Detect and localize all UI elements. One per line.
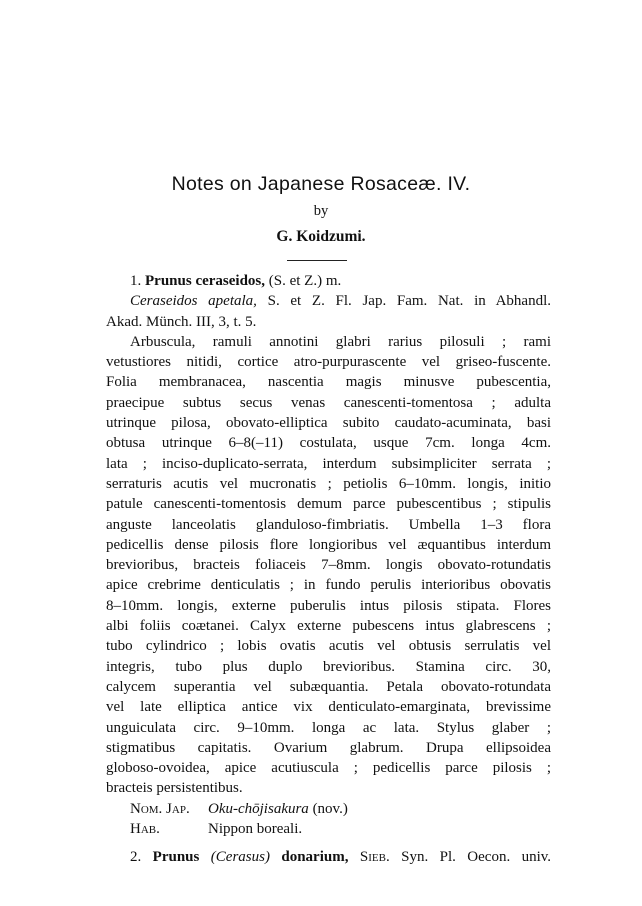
description-line: vel late elliptica antice vix denticulato-emarginata, brevissime (106, 699, 551, 716)
synonym-line (106, 291, 551, 311)
article-title: Notes on Japanese Rosaceæ. IV. (171, 173, 471, 195)
species-authority: (S. et Z.) m. (268, 273, 342, 289)
description-line: globoso-ovoidea, apice acutiuscula ; pedicellis parce pilosis ; (106, 760, 551, 777)
synonym-name: Ceraseidos apetala, (130, 293, 257, 310)
description-line: praecipue subtus secus venas canescenti-tomentosa ; adulta (106, 394, 551, 411)
species-genus: Prunus (152, 849, 200, 866)
description-line: unguiculata circ. 9–10mm. longa ac lata. Stylus glaber ; (106, 719, 551, 736)
article-body (106, 271, 551, 868)
description-line: pedicellis dense pilosis flore longioribus vel æquantibus interdum (106, 536, 551, 553)
synonym-reference-cont: Akad. Münch. III, 3, t. 5. (106, 313, 257, 330)
description-line: obtusa utrinque 6–8(–11) costulata, usque 7cm. longa 4cm. (106, 435, 551, 452)
species-description (106, 332, 551, 799)
habitat-value: Nippon boreali. (208, 821, 303, 838)
title-divider (287, 260, 347, 261)
description-line: albi foliis coætanei. Calyx externe pubescens intus glabrescens ; (106, 618, 551, 635)
species-number: 1. (130, 273, 142, 289)
description-line: lata ; inciso-duplicato-serrata, interdum subsimpliciter serrata ; (106, 455, 551, 472)
species-epithet: donarium, (281, 849, 349, 866)
habitat-label: Hab. (130, 821, 160, 838)
description-line: serraturis acutis vel mucronatis ; petiolis 6–10mm. longis, initio (106, 475, 551, 492)
description-line: tubo cylindrico ; lobis ovatis acutis vel obtusis serrulatis vel (106, 638, 551, 655)
description-line: apice crebrime denticulatis ; in fundo perulis interioribus obovatis (106, 577, 551, 594)
species-2-heading (106, 847, 551, 867)
description-line: anguste lanceolatis glanduloso-fimbriatis. Umbella 1–3 flora (106, 516, 551, 533)
species-reference: Syn. Pl. Oecon. univ. (401, 849, 552, 866)
description-line: calycem superantia vel subæquantia. Petala obovato-rotundata (106, 678, 551, 695)
author-name: G. Koidzumi. (276, 228, 366, 245)
description-line: stigmatibus capitatis. Ovarium glabrum. Drupa ellipsoidea (106, 739, 551, 756)
species-subgenus: (Cerasus) (210, 849, 270, 866)
description-line: Folia membranacea, nascentia magis minusve pubescentia, (106, 374, 551, 391)
description-line: bracteis persistentibus. (106, 780, 243, 797)
synonym-reference: S. et Z. Fl. Jap. Fam. Nat. in Abhandl. (267, 293, 551, 310)
japanese-name-row (106, 799, 551, 819)
species-genus: Prunus (145, 273, 192, 289)
description-line: utrinque pilosa, obovato-elliptica subito caudato-acuminata, basi (106, 415, 551, 432)
description-line: Arbuscula, ramuli annotini glabri rarius pilosuli ; rami (130, 333, 551, 350)
description-line: integris, tubo plus duplo brevioribus. Stamina circ. 30, (106, 658, 551, 675)
description-line: brevioribus, bracteis foliaceis 7–8mm. longis obovato-rotundatis (106, 557, 551, 574)
species-epithet: ceraseidos, (195, 273, 266, 289)
byline: by (313, 203, 329, 219)
description-line: patule canescenti-tomentosis demum parce pubescentibus ; stipulis (106, 496, 551, 513)
description-line: 8–10mm. longis, externe puberulis intus pilosis stipata. Flores (106, 597, 551, 614)
species-number: 2. (130, 849, 142, 866)
japanese-name-note: (nov.) (312, 800, 348, 817)
habitat-row (106, 819, 551, 839)
species-authority: Sieb. (359, 849, 390, 866)
japanese-name: Oku-chōjisakura (208, 800, 309, 817)
species-1-heading (106, 271, 551, 291)
description-line: vetustiores nitidi, cortice atro-purpurascente vel griseo-fuscente. (106, 354, 551, 371)
japanese-name-label: Nom. Jap. (130, 800, 190, 817)
